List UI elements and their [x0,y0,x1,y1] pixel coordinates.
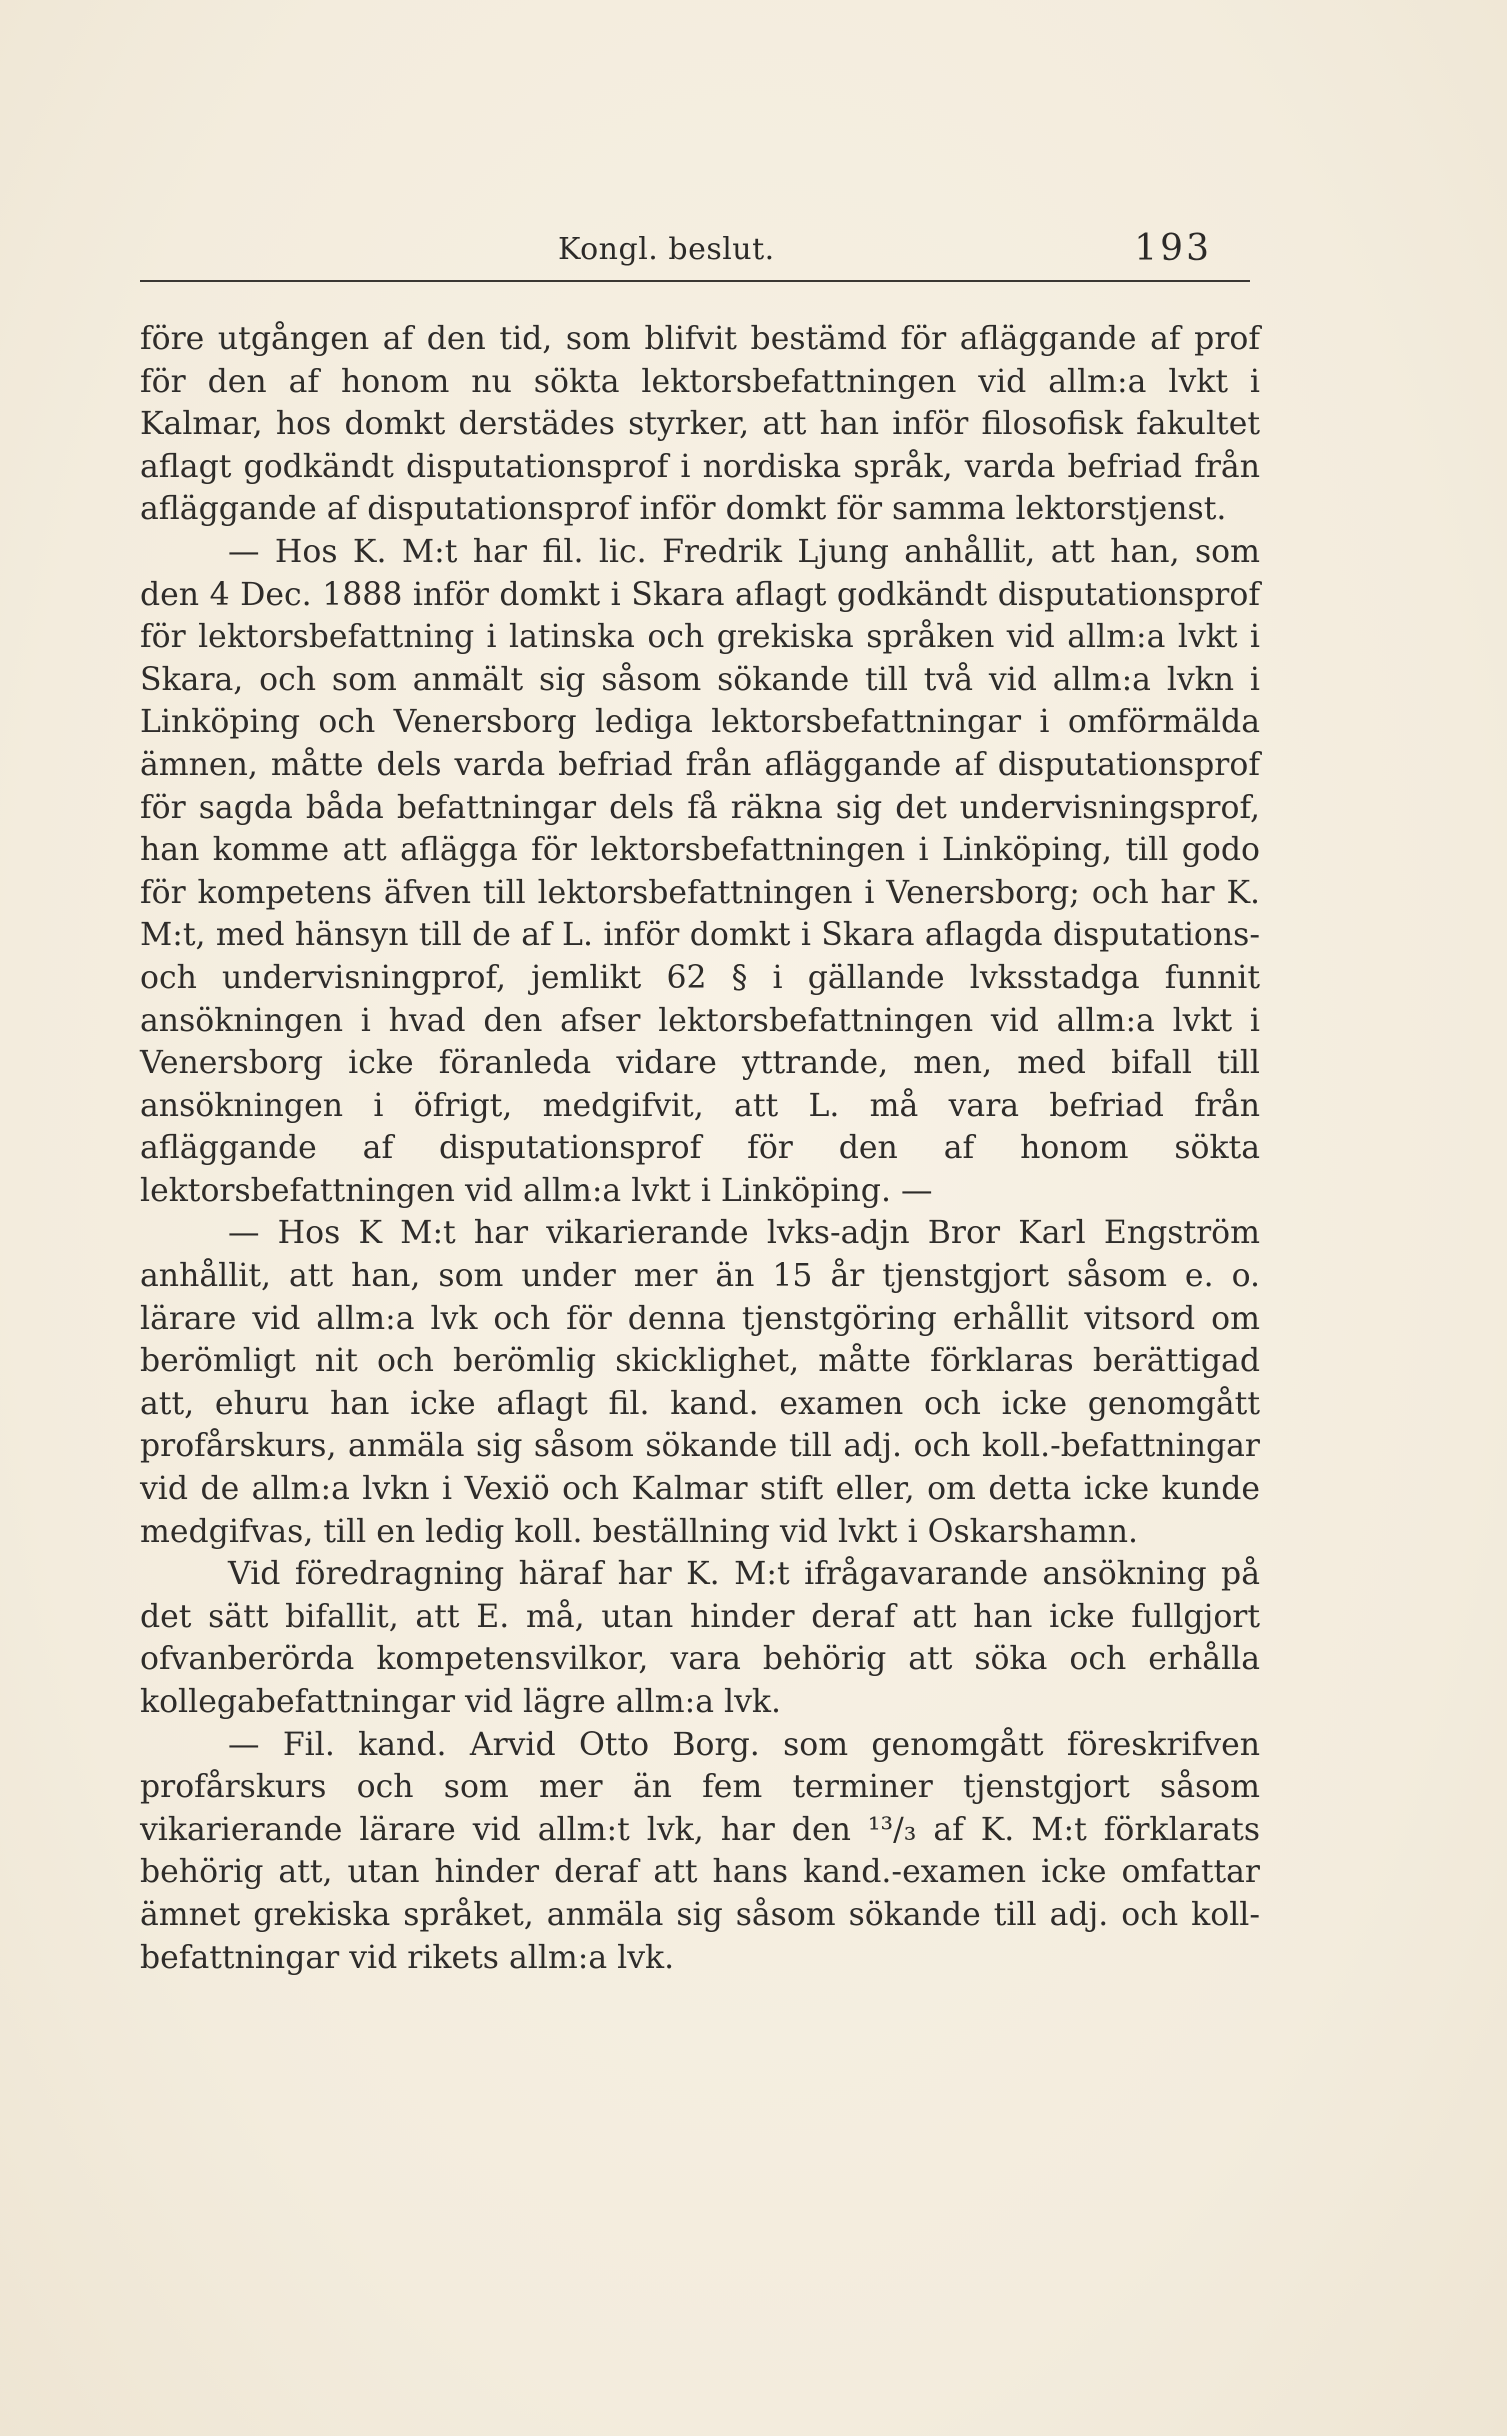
paragraph-ljung: — Hos K. M:t har fil. lic. Fredrik Ljung anhållit, att han, som den 4 Dec. 1888 inför domkt i Skara aflagt godkändt disputationsprof för lektorsbefattning i latinska och grekiska språken vid allm:a lvkt i Skara, och som anmält sig såsom sökande till två vid allm:a lvkn i Linköping och Venersborg lediga lektorsbefattningar i omförmälda ämnen, måtte dels varda befriad från afläggande af disputationsprof för sagda båda befattningar dels få räkna sig det undervisningsprof, han komme att aflägga för lektorsbefattningen i Linköping, till godo för kompetens äfven till lektorsbefattningen i Venersborg; och har K. M:t, med hänsyn till de af L. inför domkt i Skara aflagda disputations- och undervisningprof, jemlikt 62 § i gällande lvksstadga funnit ansökningen i hvad den afser lektorsbefattningen vid allm:a lvkt i Venersborg icke föranleda vidare yttrande, men, med bifall till ansökningen i öfrigt, medgifvit, att L. må vara befriad från afläggande af disputationsprof för den af honom sökta lektorsbefattningen vid allm:a lvkt i Linköping. — [140,533,1260,1209]
paragraph-borg: — Fil. kand. Arvid Otto Borg. som genomgått föreskrifven profårskurs och som mer än fem terminer tjenstgjort såsom vikarierande lärare vid allm:t lvk, har den ¹³/₃ af K. M:t förklarats behörig att, utan hinder deraf att hans kand.-examen icke omfattar ämnet grekiska språket, anmäla sig såsom sökande till adj. och koll-befattningar vid rikets allm:a lvk. [140,1726,1260,1976]
header-rule [140,280,1250,282]
paragraph-continuation: före utgången af den tid, som blifvit bestämd för afläggande af prof för den af honom nu sökta lektorsbefattningen vid allm:a lvkt i Kalmar, hos domkt derstädes styrker, att han inför filosofisk fakultet aflagt godkändt disputationsprof i nordiska språk, varda befriad från afläggande af disputationsprof inför domkt för samma lektorstjenst. [140,321,1260,528]
page-number: 193 [1134,228,1212,269]
paragraph-engstrom: — Hos K M:t har vikarierande lvks-adjn Bror Karl Engström anhållit, att han, som under mer än 15 år tjenstgjort såsom e. o. lärare vid allm:a lvk och för denna tjenstgöring erhållit vitsord om berömligt nit och berömlig skicklighet, måtte förklaras berättigad att, ehuru han icke aflagt fil. kand. examen och icke genomgått profårskurs, anmäla sig såsom sökande till adj. och koll.-befattningar vid de allm:a lvkn i Vexiö och Kalmar stift eller, om detta icke kunde medgifvas, till en ledig koll. beställning vid lvkt i Oskarshamn. [140,1215,1260,1550]
paragraph-decision: Vid föredragning häraf har K. M:t ifrågavarande ansökning på det sätt bifallit, att E. må, utan hinder deraf att han icke fullgjort ofvanberörda kompetensvilkor, vara behörig att söka och erhålla kollegabefattningar vid lägre allm:a lvk. [140,1556,1260,1720]
page-header [140,228,1250,278]
body-text [140,318,1260,1979]
running-head: Kongl. beslut. [558,232,775,267]
